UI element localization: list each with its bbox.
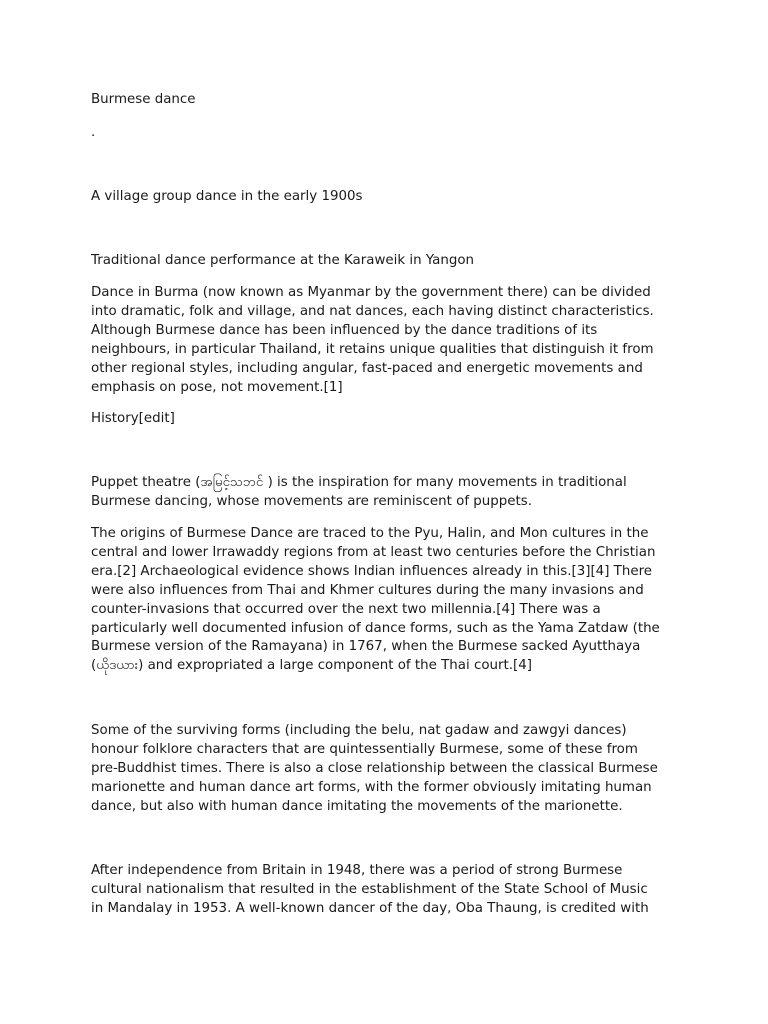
text-line: (ယိုဒယား) and expropriated a large component of the Thai court.[4]	[91, 658, 532, 674]
text-line: neighbours, in particular Thailand, it retains unique qualities that distinguish it from	[91, 341, 654, 357]
text-line: into dramatic, folk and village, and nat dances, each having distinct characteristics.	[91, 303, 654, 319]
text-line: particularly well documented infusion of dance forms, such as the Yama Zatdaw (the	[91, 620, 660, 636]
text-line: cultural nationalism that resulted in the establishment of the State School of Music	[91, 881, 648, 897]
text-line: in Mandalay in 1953. A well-known dancer of the day, Oba Thaung, is credited with	[91, 900, 649, 916]
text-line: dance, but also with human dance imitating the movements of the marionette.	[91, 798, 623, 814]
image-caption-village-dance: A village group dance in the early 1900s	[91, 189, 363, 204]
section-heading-history: History[edit]	[91, 411, 175, 426]
text-line: Although Burmese dance has been influenced by the dance traditions of its	[91, 322, 598, 338]
stray-dot: .	[91, 125, 96, 140]
text-line: central and lower Irrawaddy regions from at least two centuries before the Christian	[91, 544, 656, 560]
text-line: The origins of Burmese Dance are traced to the Pyu, Halin, and Mon cultures in the	[91, 526, 649, 541]
image-caption-karaweik: Traditional dance performance at the Karaweik in Yangon	[91, 253, 475, 268]
paragraph-surviving-forms	[91, 722, 691, 817]
text-line: counter-invasions that occurred over the next two millennia.[4] There was a	[91, 601, 601, 617]
text-line: emphasis on pose, not movement.[1]	[91, 379, 343, 395]
text-line: Burmese version of the Ramayana) in 1767, when the Burmese sacked Ayutthaya	[91, 639, 641, 655]
text-line: pre-Buddhist times. There is also a close relationship between the classical Burmese	[91, 760, 658, 776]
text-line: Puppet theatre (အမြင့်သဘင် ) is the inspiration for many movements in traditional	[91, 475, 627, 490]
text-line: Some of the surviving forms (including the belu, nat gadaw and zawgyi dances)	[91, 723, 627, 738]
text-line: were also influences from Thai and Khmer cultures during the many invasions and	[91, 582, 644, 598]
text-line: honour folklore characters that are quintessentially Burmese, some of these from	[91, 741, 638, 757]
paragraph-puppet-theatre	[91, 474, 691, 512]
paragraph-intro	[91, 284, 691, 397]
paragraph-origins	[91, 525, 691, 676]
document-title: Burmese dance	[91, 92, 196, 107]
paragraph-independence	[91, 862, 691, 919]
text-line: era.[2] Archaeological evidence shows Indian influences already in this.[3][4] There	[91, 563, 653, 579]
text-line: other regional styles, including angular, fast-paced and energetic movements and	[91, 360, 643, 376]
text-line: Burmese dancing, whose movements are reminiscent of puppets.	[91, 493, 533, 509]
text-line: After independence from Britain in 1948, there was a period of strong Burmese	[91, 863, 623, 878]
text-line: Dance in Burma (now known as Myanmar by the government there) can be divided	[91, 285, 651, 300]
text-line: marionette and human dance art forms, with the former obviously imitating human	[91, 779, 652, 795]
